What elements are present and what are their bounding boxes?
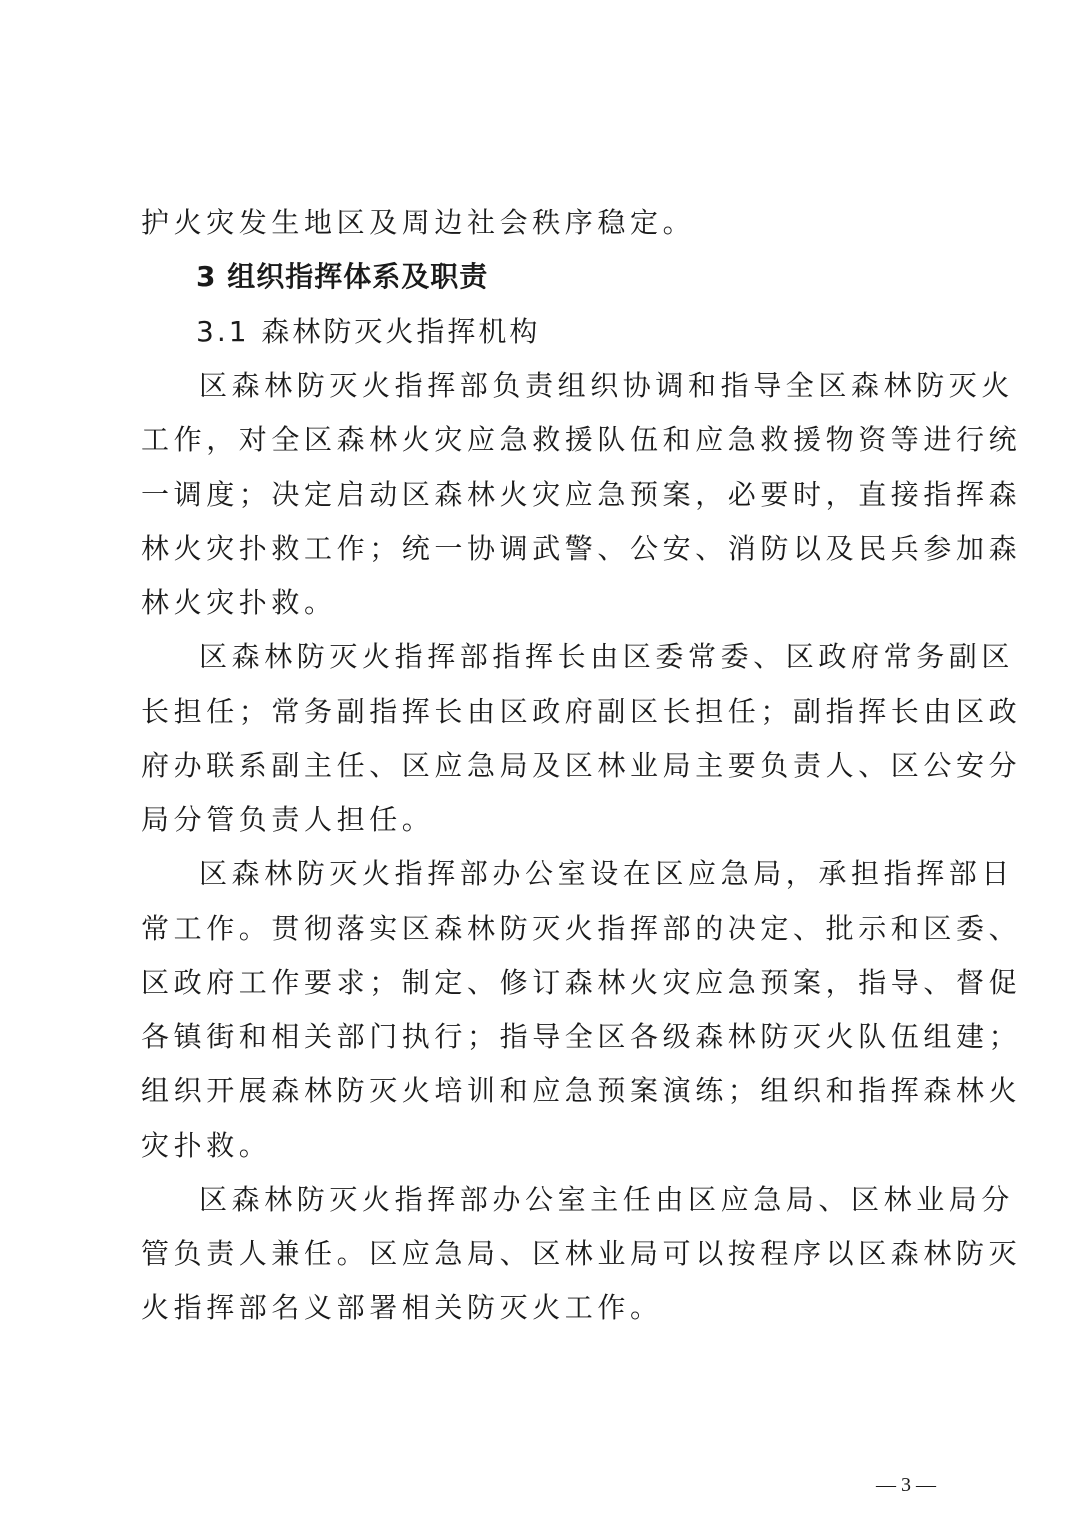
body-text-line: 一调度；决定启动区森林火灾应急预案，必要时，直接指挥森	[141, 478, 1022, 511]
body-text-line: 局分管负责人担任。	[141, 803, 435, 836]
body-text-line: 组织开展森林防灭火培训和应急预案演练；组织和指挥森林火	[141, 1074, 1022, 1107]
body-text-line: 林火灾扑救。	[141, 586, 337, 619]
section-heading: 3 组织指挥体系及职责	[196, 260, 489, 293]
body-text-line: 府办联系副主任、区应急局及区林业局主要负责人、区公安分	[141, 749, 1022, 782]
subsection-heading: 3.1 森林防灭火指挥机构	[196, 315, 541, 348]
page-number: — 3 —	[876, 1474, 936, 1496]
body-text-line: 管负责人兼任。区应急局、区林业局可以按程序以区森林防灭	[141, 1237, 1022, 1270]
body-text-line: 区森林防灭火指挥部办公室设在区应急局，承担指挥部日	[199, 857, 1015, 890]
body-text-line: 火指挥部名义部署相关防灭火工作。	[141, 1291, 663, 1324]
body-text-line: 区森林防灭火指挥部指挥长由区委常委、区政府常务副区	[199, 640, 1015, 673]
body-text-line: 常工作。贯彻落实区森林防灭火指挥部的决定、批示和区委、	[141, 912, 1022, 945]
body-text-line: 长担任；常务副指挥长由区政府副区长担任；副指挥长由区政	[141, 695, 1022, 728]
body-text-line: 林火灾扑救工作；统一协调武警、公安、消防以及民兵参加森	[141, 532, 1022, 565]
body-text-line: 区森林防灭火指挥部负责组织协调和指导全区森林防灭火	[199, 369, 1015, 402]
body-text-line: 护火灾发生地区及周边社会秩序稳定。	[141, 206, 696, 239]
body-text-line: 区森林防灭火指挥部办公室主任由区应急局、区林业局分	[199, 1183, 1015, 1216]
body-text-line: 区政府工作要求；制定、修订森林火灾应急预案，指导、督促	[141, 966, 1022, 999]
body-text-line: 各镇街和相关部门执行；指导全区各级森林防灭火队伍组建；	[141, 1020, 1022, 1053]
body-text-line: 灾扑救。	[141, 1129, 272, 1162]
body-text-line: 工作，对全区森林火灾应急救援队伍和应急救援物资等进行统	[141, 423, 1022, 456]
